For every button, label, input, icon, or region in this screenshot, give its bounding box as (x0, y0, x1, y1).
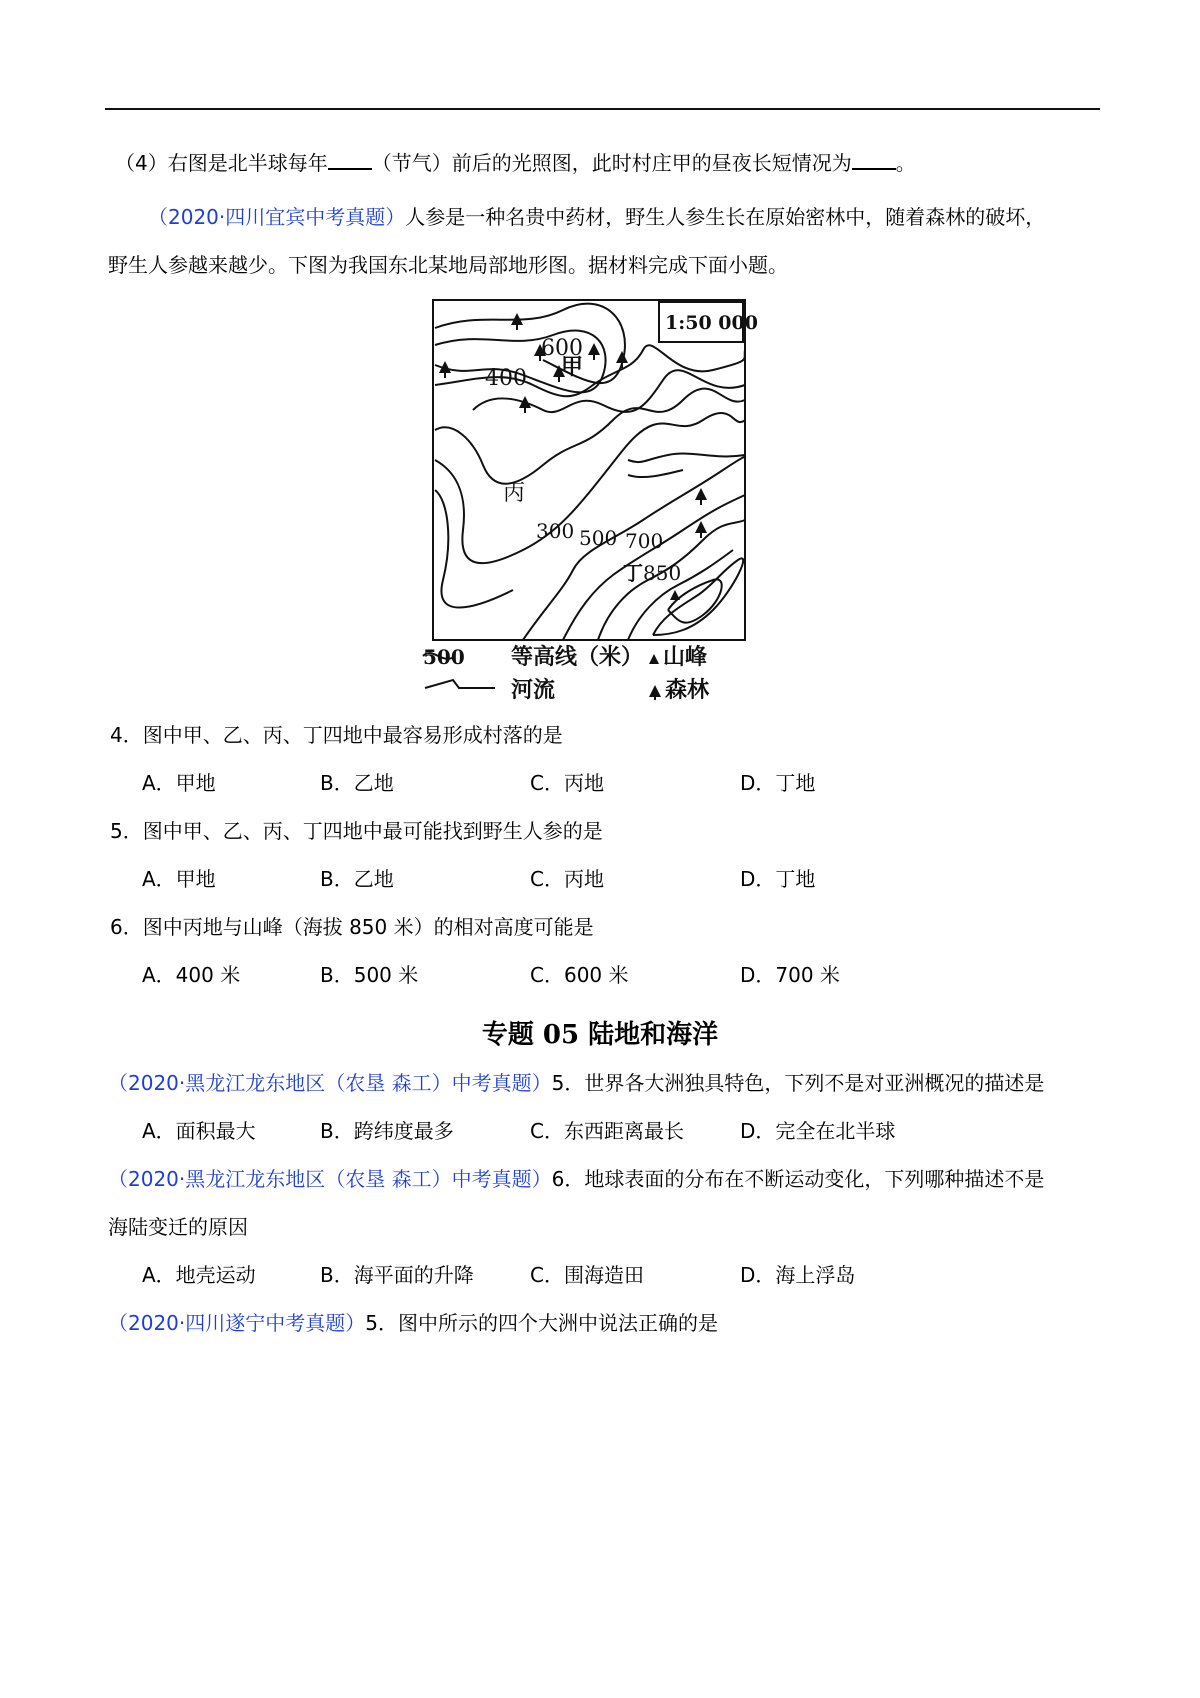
section-item-2 (108, 1166, 1044, 1192)
contour-label-400: 400 (485, 366, 527, 391)
q4-option-c[interactable]: C．丙地 (530, 771, 604, 795)
header-rule (105, 108, 1100, 110)
passage-text-1: 人参是一种名贵中药材，野生人参生长在原始密林中，随着森林的破坏， (405, 205, 1046, 229)
legend-contour-label: 等高线（米） (511, 644, 644, 670)
source-label-yibin: （2020·四川宜宾中考真题） (148, 205, 406, 229)
legend-contour-sample-label: 500 (423, 645, 465, 669)
sq5-option-d[interactable]: D．完全在北半球 (740, 1119, 896, 1143)
forest-icon (695, 521, 707, 538)
river-line (628, 454, 745, 478)
sq5-option-c[interactable]: C．东西距离最长 (530, 1119, 684, 1143)
source-label-heilongjiang-1: （2020·黑龙江龙东地区（农垦 森工）中考真题） (108, 1071, 552, 1095)
place-label-bing: 丙 (503, 481, 526, 506)
legend-river-label: 河流 (511, 677, 556, 700)
map-frame (433, 300, 745, 640)
q4-option-a[interactable]: A．甲地 (142, 771, 216, 795)
forest-icon (616, 351, 628, 368)
sq6-option-a[interactable]: A．地壳运动 (142, 1263, 256, 1287)
q6-option-b[interactable]: B．500 米 (320, 963, 419, 987)
peak-icon (670, 590, 680, 600)
sq6-option-b[interactable]: B．海平面的升降 (320, 1263, 474, 1287)
topographic-map (413, 290, 763, 700)
q5-option-c[interactable]: C．丙地 (530, 867, 604, 891)
place-label-ding: 丁 (623, 561, 643, 585)
section-title: 专题 05 陆地和海洋 (481, 1020, 719, 1050)
forest-icon (588, 343, 600, 360)
question-5-stem: 5．图中甲、乙、丙、丁四地中最可能找到野生人参的是 (110, 819, 603, 843)
contour-label-500: 500 (579, 526, 618, 550)
question-6-stem: 6．图中丙地与山峰（海拔 850 米）的相对高度可能是 (110, 915, 594, 939)
source-label-heilongjiang-2: （2020·黑龙江龙东地区（农垦 森工）中考真题） (108, 1167, 552, 1191)
sq5-option-a[interactable]: A．面积最大 (142, 1119, 256, 1143)
q5-option-a[interactable]: A．甲地 (142, 867, 216, 891)
q5-option-b[interactable]: B．乙地 (320, 867, 394, 891)
contour-label-700: 700 (625, 529, 664, 553)
section-item-3 (108, 1310, 718, 1336)
section-q6-stem-continued: 海陆变迁的原因 (108, 1215, 248, 1239)
section-q5-stem: 5．世界各大洲独具特色，下列不是对亚洲概况的描述是 (551, 1071, 1045, 1095)
source-label-suining: （2020·四川遂宁中考真题） (108, 1311, 366, 1335)
q4-text-part2: （节气）前后的光照图，此时村庄甲的昼夜长短情况为 (371, 151, 852, 175)
q5-option-d[interactable]: D．丁地 (740, 867, 816, 891)
sq6-option-d[interactable]: D．海上浮岛 (740, 1263, 856, 1287)
section-q5b-stem: 5．图中所示的四个大洲中说法正确的是 (365, 1311, 718, 1335)
forest-icon (519, 396, 531, 413)
contour-label-600: 600 (541, 336, 583, 361)
q4-text-end: 。 (895, 151, 916, 175)
contour-label-850: 850 (643, 561, 682, 585)
forest-icon (695, 488, 707, 505)
legend-river-sample-line (425, 680, 495, 688)
question-4-fill-blank (115, 150, 916, 176)
legend-peak-icon (649, 654, 659, 664)
q6-option-a[interactable]: A．400 米 (142, 963, 241, 987)
q4-text-part1: （4）右图是北半球每年 (115, 151, 328, 175)
legend-forest-icon (649, 685, 661, 700)
q6-option-d[interactable]: D．700 米 (740, 963, 840, 987)
forest-icon (439, 361, 451, 378)
blank-solar-term[interactable] (328, 150, 372, 170)
section-item-1 (108, 1070, 1044, 1096)
scale-label: 1:50 000 (665, 312, 758, 334)
contour-line (435, 490, 513, 608)
legend-peak-label: 山峰 (663, 644, 708, 670)
sq6-option-c[interactable]: C．围海造田 (530, 1263, 644, 1287)
q4-option-d[interactable]: D．丁地 (740, 771, 816, 795)
forest-icon (511, 313, 523, 330)
blank-day-night[interactable] (852, 150, 896, 170)
place-label-jia: 甲 (561, 354, 584, 380)
passage-text-2: 野生人参越来越少。下图为我国东北某地局部地形图。据材料完成下面小题。 (108, 253, 788, 277)
question-4-stem: 4．图中甲、乙、丙、丁四地中最容易形成村落的是 (110, 723, 563, 747)
sq5-option-b[interactable]: B．跨纬度最多 (320, 1119, 454, 1143)
legend-forest-label: 森林 (665, 677, 710, 700)
contour-label-300: 300 (536, 519, 575, 543)
q4-option-b[interactable]: B．乙地 (320, 771, 394, 795)
passage-line-1 (148, 204, 1045, 230)
section-q6-stem: 6．地球表面的分布在不断运动变化，下列哪种描述不是 (551, 1167, 1045, 1191)
q6-option-c[interactable]: C．600 米 (530, 963, 629, 987)
